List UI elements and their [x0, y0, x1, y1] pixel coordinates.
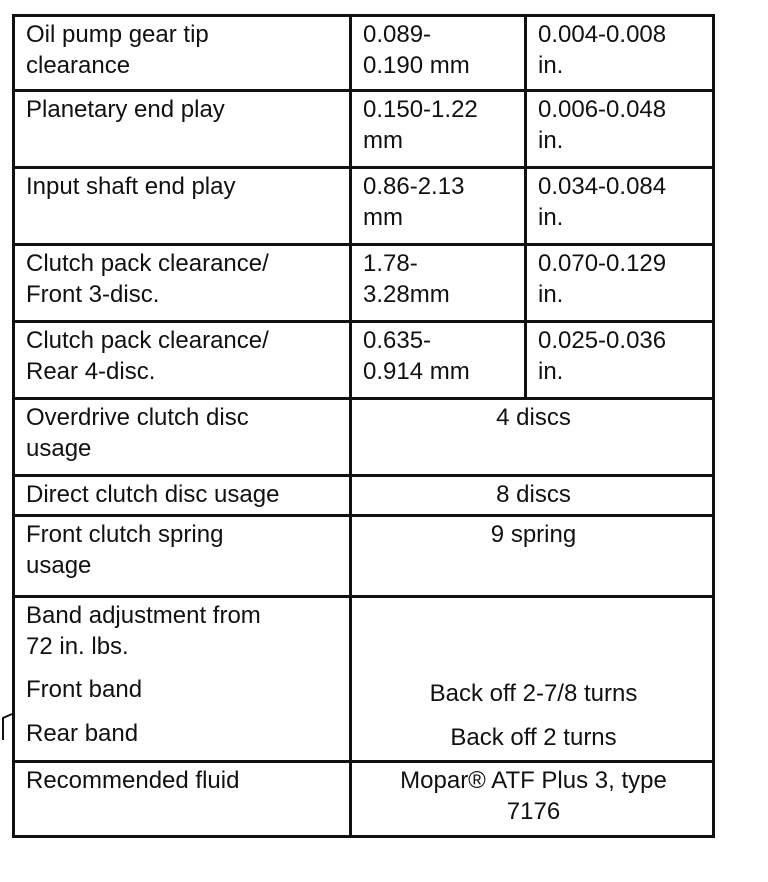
band-adjustment-row — [14, 597, 714, 762]
table-row — [14, 245, 714, 322]
spec-label: Overdrive clutch disc usage — [14, 399, 351, 476]
spec-imperial-value: 0.034-0.084 in. — [526, 168, 714, 245]
table-row — [14, 16, 714, 91]
table-row — [14, 91, 714, 168]
spec-label: Front clutch spring usage — [14, 516, 351, 597]
front-band-label: Front band — [26, 676, 143, 703]
table-row — [14, 516, 714, 597]
table-row — [14, 399, 714, 476]
spec-imperial-value: 0.006-0.048 in. — [526, 91, 714, 168]
spec-label: Clutch pack clearance/ Front 3-disc. — [14, 245, 351, 322]
band-adjustment-cell — [14, 597, 351, 762]
table-row — [14, 476, 714, 516]
rear-band-label: Rear band — [26, 720, 139, 747]
table-row — [14, 322, 714, 399]
spec-metric-value: 0.089- 0.190 mm — [351, 16, 526, 91]
margin-tick-mark — [0, 712, 14, 742]
spec-label: Planetary end play — [14, 91, 351, 168]
specification-table — [12, 14, 715, 838]
spec-value: 4 discs — [351, 399, 714, 476]
spec-metric-value: 0.150-1.22 mm — [351, 91, 526, 168]
band-values-cell — [351, 597, 714, 762]
fluid-label: Recommended fluid — [14, 762, 351, 837]
table-row — [14, 762, 714, 837]
table-row — [14, 168, 714, 245]
spec-value: 9 spring — [351, 516, 714, 597]
spec-metric-value: 1.78- 3.28mm — [351, 245, 526, 322]
spec-value: 8 discs — [351, 476, 714, 516]
fluid-value: Mopar® ATF Plus 3, type 7176 — [351, 762, 714, 837]
rear-band-value: Back off 2 turns — [450, 724, 617, 751]
spec-imperial-value: 0.070-0.129 in. — [526, 245, 714, 322]
spec-metric-value: 0.86-2.13 mm — [351, 168, 526, 245]
front-band-value: Back off 2-7/8 turns — [429, 680, 638, 707]
spec-label: Direct clutch disc usage — [14, 476, 351, 516]
spec-imperial-value: 0.004-0.008 in. — [526, 16, 714, 91]
spec-metric-value: 0.635- 0.914 mm — [351, 322, 526, 399]
spec-label: Clutch pack clearance/ Rear 4-disc. — [14, 322, 351, 399]
spec-label: Input shaft end play — [14, 168, 351, 245]
spec-label: Oil pump gear tip clearance — [14, 16, 351, 91]
spec-imperial-value: 0.025-0.036 in. — [526, 322, 714, 399]
band-adjustment-label: Band adjustment from 72 in. lbs. — [26, 602, 261, 660]
